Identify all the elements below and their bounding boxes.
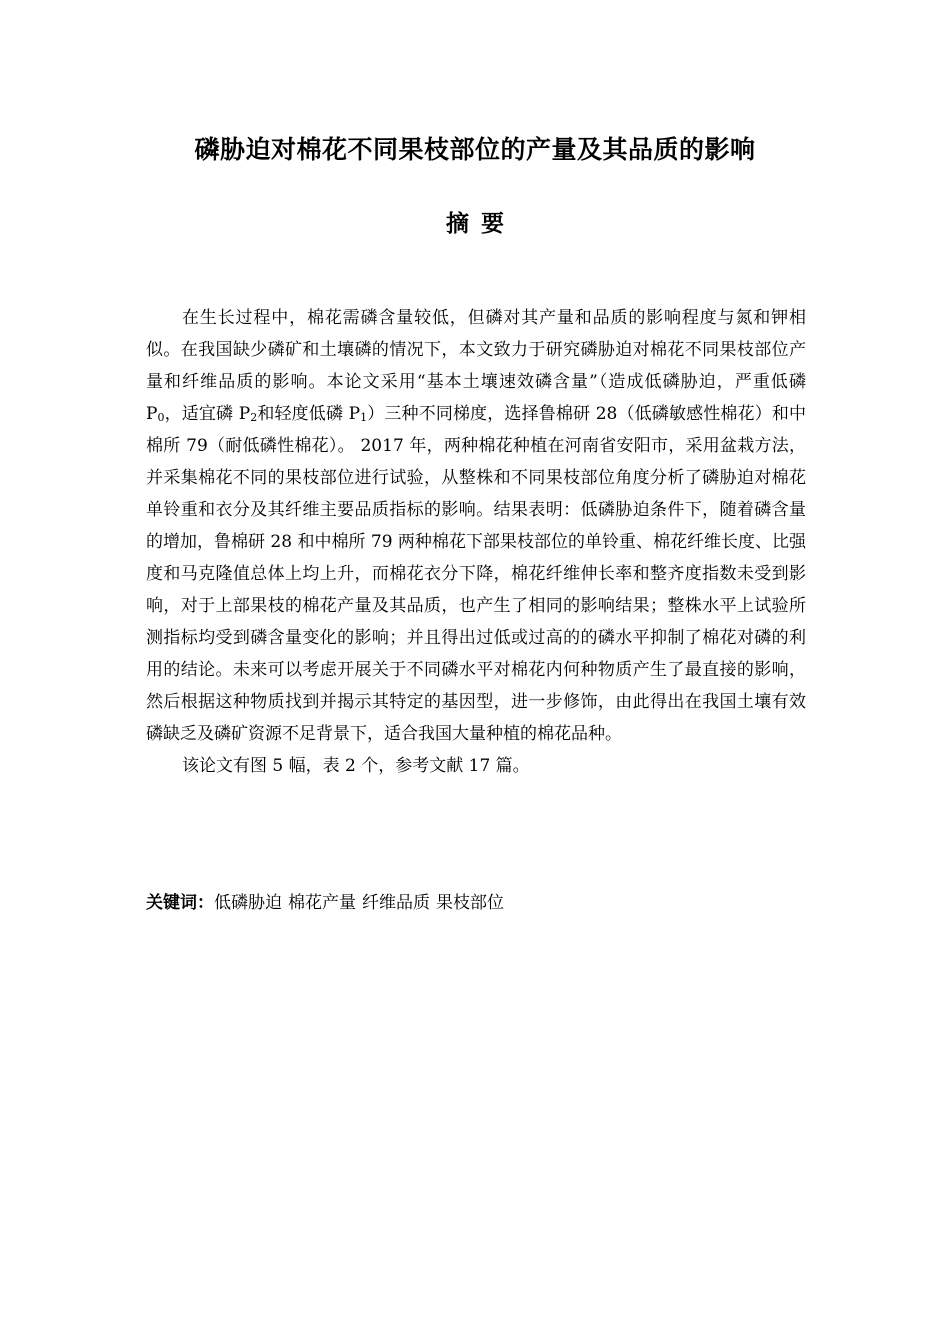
keywords-label: 关键词： xyxy=(146,893,214,913)
keyword-item: 果枝部位 xyxy=(436,893,504,913)
abstract-paragraph xyxy=(146,302,806,750)
subscript-2: 2 xyxy=(250,411,258,424)
abstract-text-part-4: ）三种不同梯度，选择鲁棉研 28（低磷敏感性棉花）和中棉所 79（耐低磷性棉花）。 2017 年，两种棉花种植在河南省安阳市，采用盆栽方法，并采集棉花不同的果枝部位进行试验，从整株和不同果枝部位角度分析了磷胁迫对棉花单铃重和衣分及其纤维主要品质指标的影响。结果表明：低磷胁迫条件下，随着磷含量的增加，鲁棉研 28 和中棉所 79 两种棉花下部果枝部位的单铃重、棉花纤维长度、比强度和马克隆值总体上均上升，而棉花衣分下降，棉花纤维伸长率和整齐度指数未受到影响，对于上部果枝的棉花产量及其品质，也产生了相同的影响结果；整株水平上试验所测指标均受到磷含量变化的影响；并且得出过低或过高的的磷水平抑制了棉花对磷的利用的结论。未来可以考虑开展关于不同磷水平对棉花内何种物质产生了最直接的影响，然后根据这种物质找到并揭示其特定的基因型，进一步修饰，由此得出在我国土壤有效磷缺乏及磷矿资源不足背景下，适合我国大量种植的棉花品种。 xyxy=(146,404,807,744)
subscript-1: 1 xyxy=(360,411,368,424)
keyword-item: 低磷胁迫 xyxy=(214,893,282,913)
keyword-item: 棉花产量 xyxy=(288,893,356,913)
abstract-text-part-3: 和轻度低磷 P xyxy=(257,404,361,424)
abstract-body xyxy=(146,302,806,782)
paper-title: 磷胁迫对棉花不同果枝部位的产量及其品质的影响 xyxy=(194,135,756,164)
abstract-text-part-1: 在生长过程中，棉花需磷含量较低，但磷对其产量和品质的影响程度与氮和钾相似。在我国缺少磷矿和土壤磷的情况下，本文致力于研究磷胁迫对棉花不同果枝部位产量和纤维品质的影响。本论文采用“基本土壤速效磷含量”（造成低磷胁迫，严重低磷 P xyxy=(146,308,806,424)
abstract-heading: 摘要 xyxy=(446,211,516,237)
subscript-0: 0 xyxy=(157,411,165,424)
keywords-line xyxy=(146,887,806,919)
keyword-item: 纤维品质 xyxy=(362,893,430,913)
abstract-text-part-2: ，适宜磷 P xyxy=(164,404,251,424)
stats-line: 该论文有图 5 幅，表 2 个，参考文献 17 篇。 xyxy=(182,756,530,776)
